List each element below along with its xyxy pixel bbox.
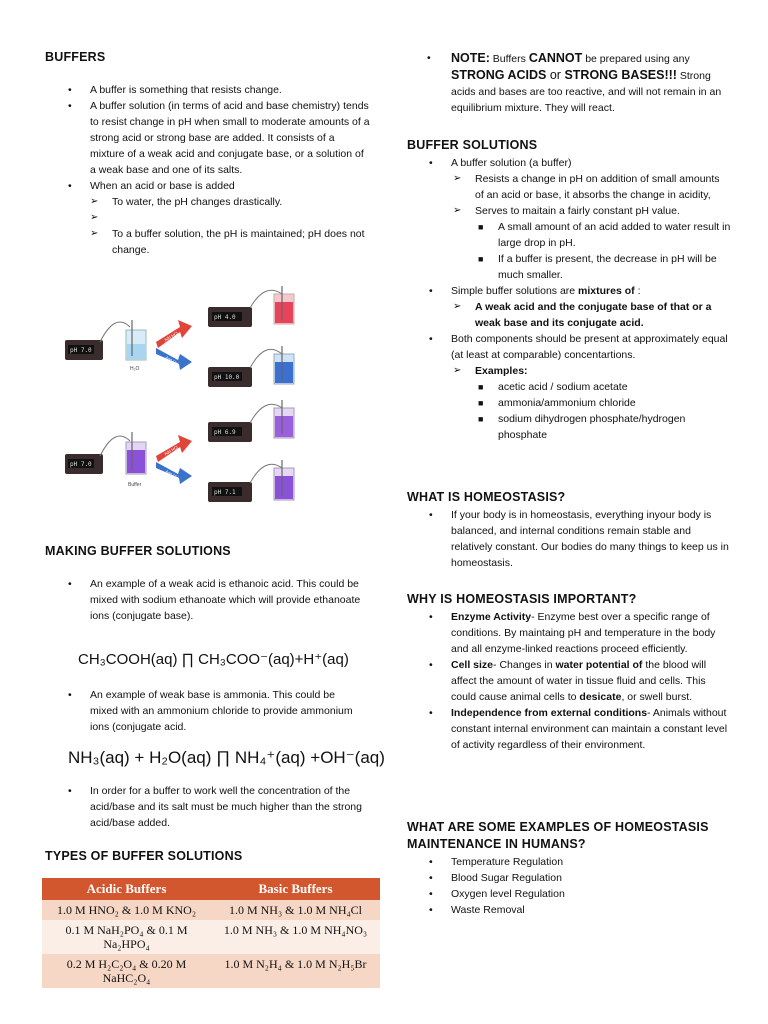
buffer-solutions-heading: BUFFER SOLUTIONS: [407, 138, 538, 152]
list-item: • An example of a weak acid is ethanoic acid. This could be mixed with sodium ethanoate which will provide ethanoate ions (conjugate base).: [68, 578, 361, 622]
table-cell: 1.0 M NH₃ & 1.0 M NH₄Cl: [211, 900, 380, 920]
list-item: • Independence from external conditions- Animals without constant internal environment can maintain a constant level of activity regardless of their environment.: [429, 707, 728, 751]
label-buffer: Buffer: [128, 482, 142, 488]
column-header-basic: Basic Buffers: [211, 878, 380, 900]
list-item: ➢ To water, the pH changes drastically.: [90, 196, 283, 208]
list-item: ➢ Examples:: [453, 365, 528, 377]
list-item: ➢ A weak acid and the conjugate base of that or a weak base and its conjugate acid.: [453, 301, 712, 329]
list-item: ■ If a buffer is present, the decrease in pH will be much smaller.: [478, 253, 717, 281]
types-heading: TYPES OF BUFFER SOLUTIONS: [45, 849, 243, 863]
ph-meter-acidic-buffer: [208, 400, 294, 442]
list-item: • A buffer solution (in terms of acid and base chemistry) tends to resist change in pH when small to moderate amounts of a strong acid or strong base are added. It consists of a mixture of a weak acid and conjugate base, or a solution of a weak base and one of its salts.: [68, 100, 370, 176]
table-cell: 0.2 M H₂C₂O₄ & 0.20 M NaHC₂O₄: [42, 954, 211, 988]
svg-text:pH 7.0: pH 7.0: [70, 347, 92, 354]
buffers-heading: BUFFERS: [45, 50, 106, 64]
making-list: [68, 576, 365, 624]
equation-ethanoic: CH₃COOH(aq) ∏ CH₃COO⁻(aq)+H⁺(aq): [78, 651, 349, 668]
arrow-add-acid-bottom: [156, 435, 192, 462]
svg-text:Add HCl: Add HCl: [163, 444, 179, 457]
arrow-add-acid-top: [156, 320, 192, 348]
table-row: [42, 920, 380, 954]
list-item: ➢ Serves to maitain a fairly constant pH value.: [453, 205, 680, 217]
table-cell: 1.0 M NH₃ & 1.0 M NH₄NO₃: [211, 920, 380, 954]
why-homeostasis-heading: WHY IS HOMEOSTASIS IMPORTANT?: [407, 592, 637, 606]
list-item: • Simple buffer solutions are mixtures of :: [429, 285, 641, 297]
list-item: • Oxygen level Regulation: [429, 888, 565, 900]
list-item: ■ sodium dihydrogen phosphate/hydrogen phosphate: [478, 413, 686, 441]
buffer-solutions-list: [429, 155, 731, 443]
list-item: ➢: [90, 212, 99, 223]
svg-text:pH 6.9: pH 6.9: [214, 429, 236, 436]
examples-heading: WHAT ARE SOME EXAMPLES OF HOMEOSTASIS MAINTENANCE IN HUMANS?: [407, 820, 709, 851]
table-cell: 1.0 M N₂H₄ & 1.0 M N₂H₅Br: [211, 954, 380, 988]
note-block: • NOTE: Buffers CANNOT be prepared using any STRONG ACIDS or STRONG BASES!!! Strong acids and bases are too reactive, and will not remain in an equilibrium mixture. They will react.: [427, 51, 722, 114]
list-item: • A buffer solution (a buffer): [429, 157, 572, 169]
list-item: ➢ To a buffer solution, the pH is maintained; pH does not change.: [90, 228, 365, 256]
buffer-types-table: [42, 878, 380, 988]
svg-text:pH 7.1: pH 7.1: [214, 489, 236, 496]
ph-meter-basic-water: [208, 346, 294, 387]
homeostasis-list: [429, 507, 731, 571]
why-homeostasis-list: [429, 609, 733, 753]
making-list-2: [68, 687, 365, 735]
list-item: • A buffer is something that resists change.: [68, 84, 282, 96]
homeostasis-examples-list: [429, 854, 731, 918]
table-row: [42, 954, 380, 988]
homeostasis-heading: WHAT IS HOMEOSTASIS?: [407, 490, 566, 504]
list-item: • When an acid or base is added: [68, 180, 235, 192]
svg-text:pH 10.0: pH 10.0: [214, 374, 240, 381]
list-item: • Cell size- Changes in water potential of the blood will affect the amount of water in tissue fluid and cells. This could cause animal cells to desicate, or swell burst.: [429, 659, 707, 703]
list-item: ■ ammonia/ammonium chloride: [478, 397, 636, 409]
list-item: • In order for a buffer to work well the concentration of the acid/base and its salt must be much higher than the strong acid/base added.: [68, 785, 362, 829]
column-header-acidic: Acidic Buffers: [42, 878, 211, 900]
list-item: • Waste Removal: [429, 904, 525, 916]
buffers-bullet-list: [68, 82, 370, 258]
list-item: • Both components should be present at approximately equal (at least at comparable) concentartions.: [429, 333, 728, 361]
making-list-3: [68, 783, 370, 831]
table-cell: 0.1 M NaH₂PO₄ & 0.1 M Na₂HPO₄: [42, 920, 211, 954]
list-item: • If your body is in homeostasis, everything inyour body is balanced, and internal conditions remain stable and relatively constant. Our bodies do many things to keep us in homeostasis.: [429, 509, 729, 569]
list-item: • An example of weak base is ammonia. This could be mixed with an ammonium chloride to provide ammonium ions (conjugate acid.: [68, 689, 353, 733]
table-cell: 1.0 M HNO₂ & 1.0 M KNO₂: [42, 900, 211, 920]
list-item: ➢ Resists a change in pH on addition of small amounts of an acid or base, it absorbs the change in acidity,: [453, 173, 720, 201]
beaker-buffer: [126, 432, 146, 474]
arrow-add-base-bottom: [156, 462, 192, 484]
list-item: ■ acetic acid / sodium acetate: [478, 381, 628, 393]
table-row: [42, 900, 380, 920]
making-heading: MAKING BUFFER SOLUTIONS: [45, 544, 231, 558]
svg-text:Add HCl: Add HCl: [163, 330, 179, 343]
ph-meter-figure: [60, 282, 305, 504]
svg-text:pH 4.0: pH 4.0: [214, 314, 236, 321]
label-water: H₂O: [130, 366, 140, 372]
list-item: ■ A small amount of an acid added to water result in large drop in pH.: [478, 221, 731, 249]
list-item: • Temperature Regulation: [429, 856, 564, 868]
list-item: • Blood Sugar Regulation: [429, 872, 562, 884]
svg-text:Add OH: Add OH: [164, 468, 180, 481]
ph-meter-water: [65, 322, 130, 360]
arrow-add-base-top: [156, 348, 192, 370]
svg-text:pH 7.0: pH 7.0: [70, 461, 92, 468]
svg-text:Add OH: Add OH: [164, 354, 180, 367]
equation-ammonia: NH₃(aq) + H₂O(aq) ∏ NH₄⁺(aq) +OH⁻(aq): [68, 748, 385, 767]
ph-meter-basic-buffer: [208, 460, 294, 502]
ph-meter-acidic-water: [208, 286, 294, 327]
note-label: NOTE:: [451, 51, 490, 65]
list-item: • Enzyme Activity- Enzyme best over a specific range of conditions. By maintaing pH and temperature in the body and all enzyme-linked reactions proceed efficiently.: [429, 611, 716, 655]
ph-meter-buffer: [65, 436, 130, 474]
table-header-row: [42, 878, 380, 900]
